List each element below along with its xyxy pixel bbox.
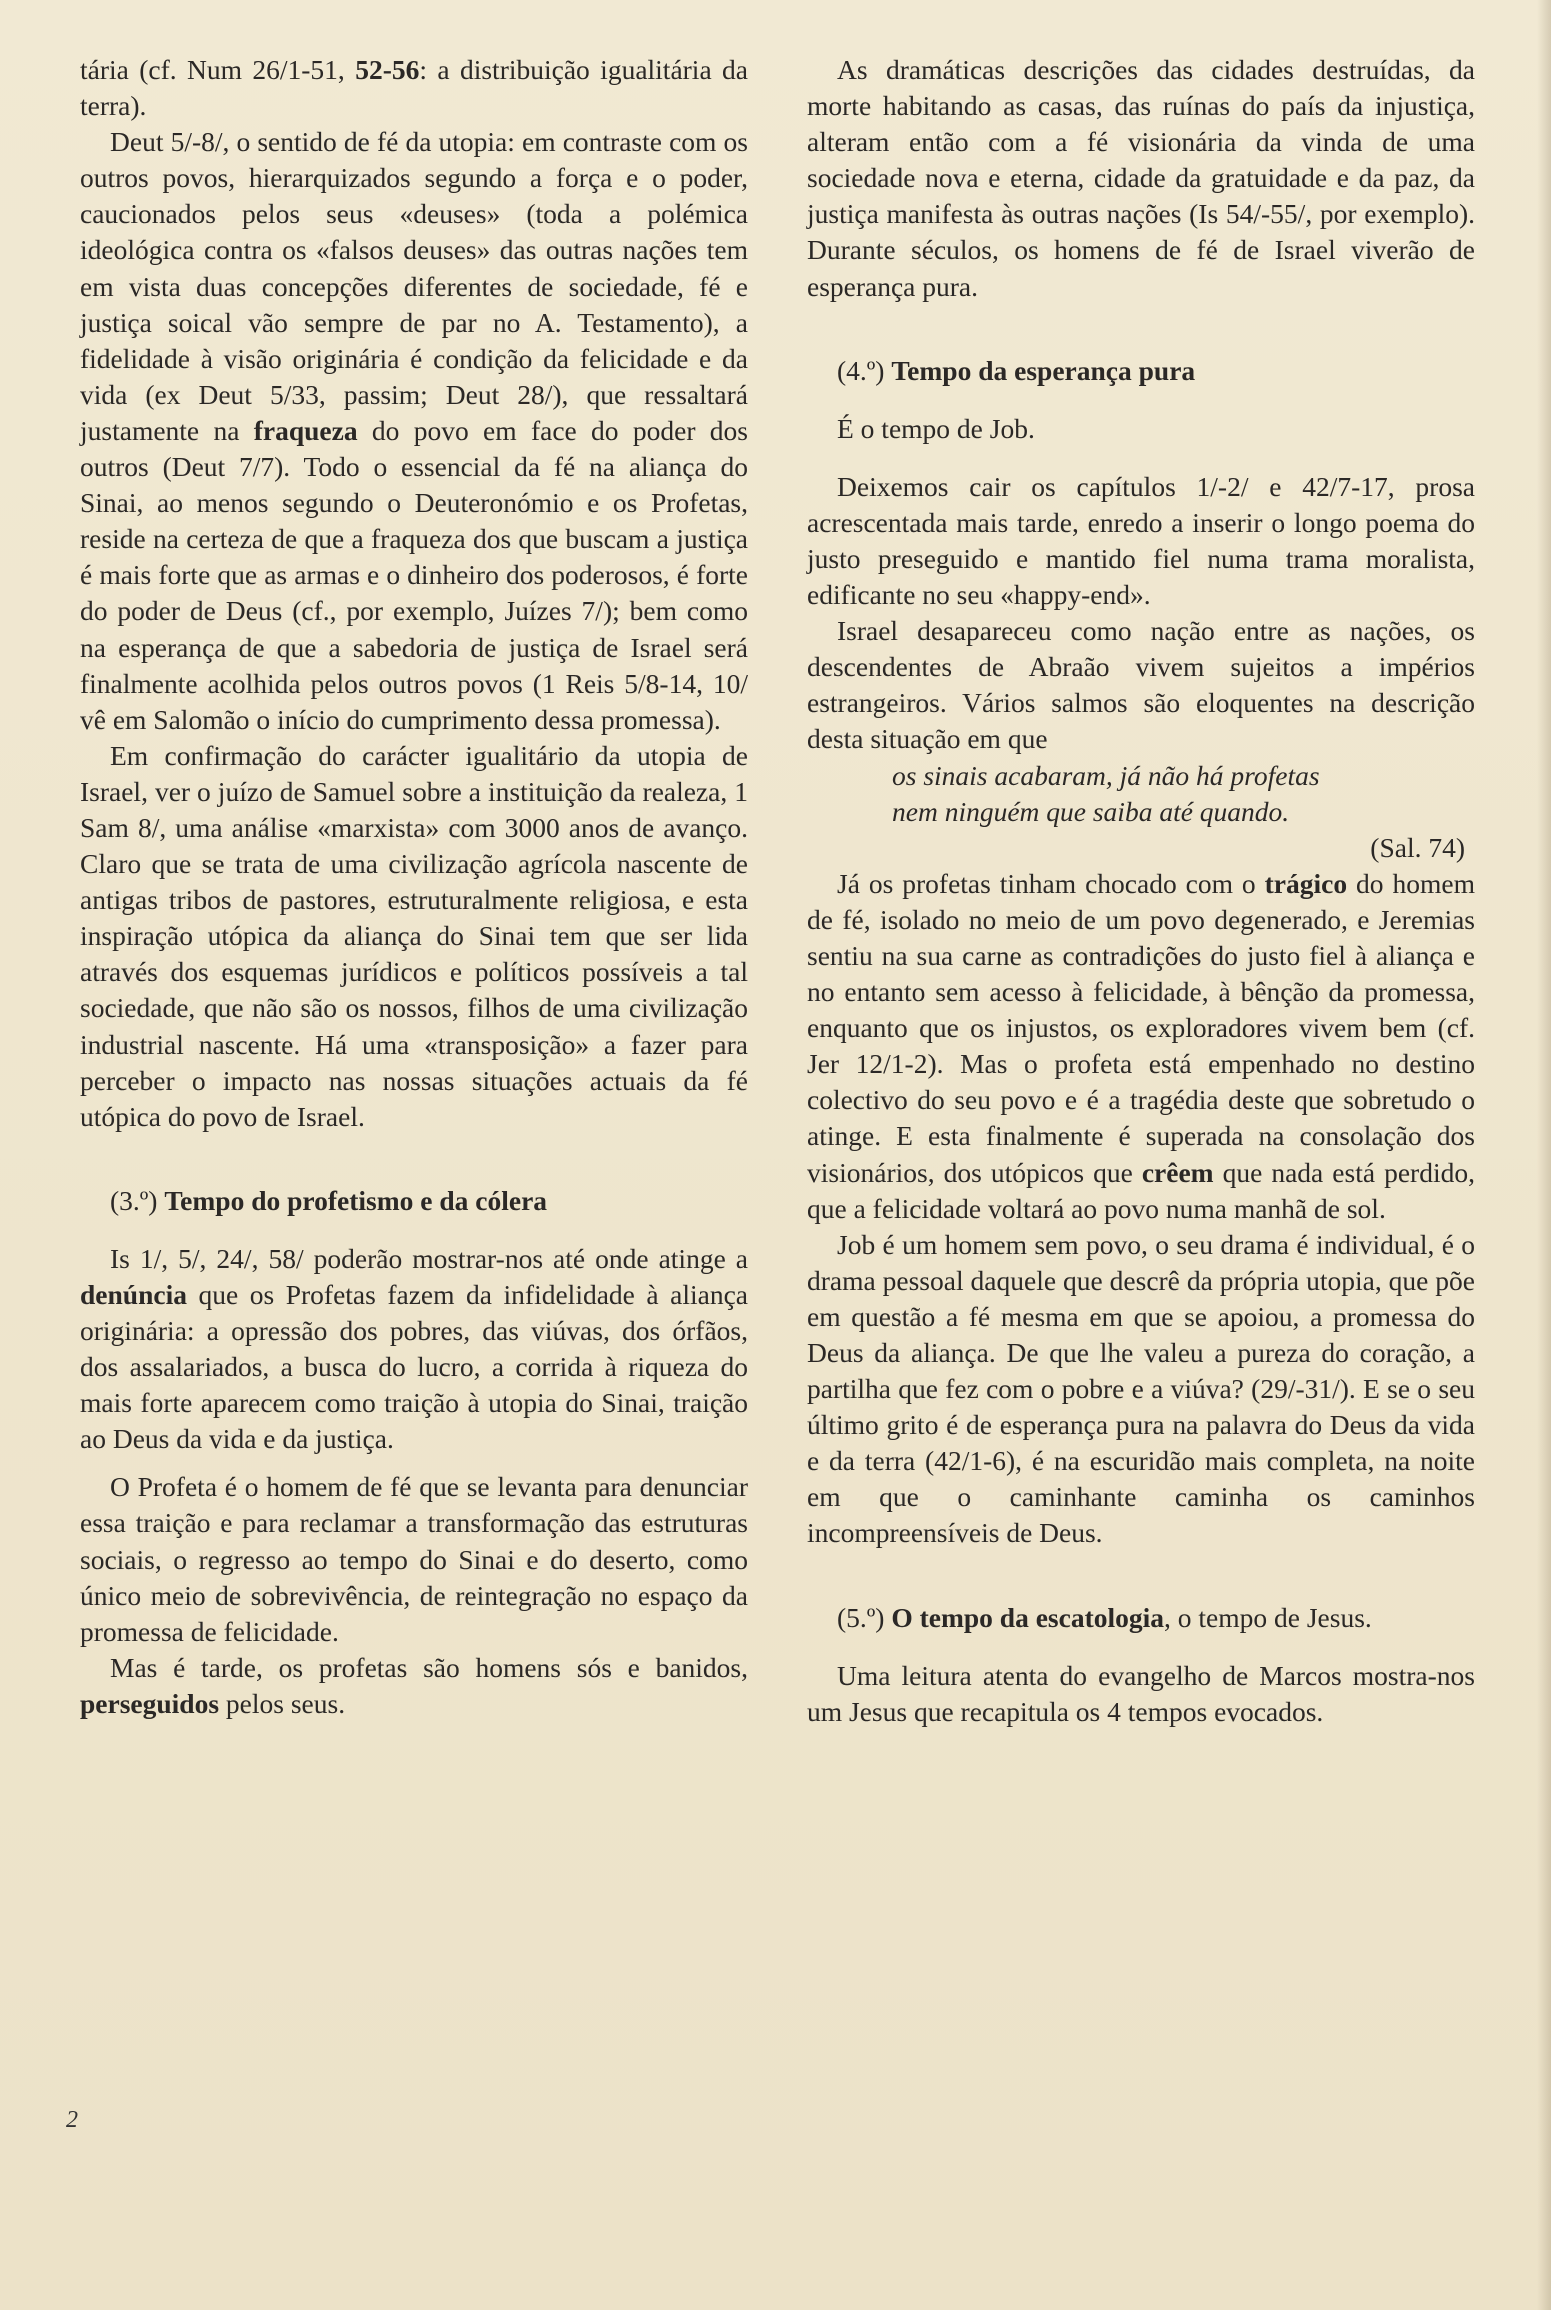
poem-line: nem ninguém que saiba até quando. — [892, 795, 1290, 827]
poem-source: (Sal. 74) — [1370, 831, 1465, 863]
section-heading-5: (5.º) O tempo da escatologia, o tempo de Jesus. — [837, 1601, 1372, 1633]
paragraph-prophets-tragic: Já os profetas tinham chocado com o trágico do homem de fé, isolado no meio de um povo degenerado, e Jeremias sentiu na sua carne as contradições do justo fiel à aliança e no entanto sem acesso à felicidade, à bênção da promessa, enquanto que os injustos, os exploradores vivem bem (cf. Jer 12/1-2). Mas o profeta está empenhado no destino colectivo do seu povo e é a tragédia deste que sobretudo o atinge. E esta finalmente é superada na consolação dos visionários, dos utópicos que crêem que nada está perdido, que a felicidade voltará ao povo numa manhã de sol. — [807, 867, 1475, 1224]
poem-line: os sinais acabaram, já não há profetas — [892, 759, 1320, 791]
paragraph-isaiah: Is 1/, 5/, 24/, 58/ poderão mostrar-nos até onde atinge a denúncia que os Profetas fazem da infidelidade à aliança originária: a opressão dos pobres, das viúvas, dos órfãos, dos assalariados, a busca do lucro, a corrida à riqueza do mais forte aparecem como traição à utopia do Sinai, traição ao Deus da vida e da justiça. — [80, 1242, 748, 1455]
section-heading-3: (3.º) Tempo do profetismo e da cólera — [110, 1184, 548, 1216]
paragraph-job-time: É o tempo de Job. — [837, 412, 1035, 444]
paragraph-prophet: O Profeta é o homem de fé que se levanta para denunciar essa traição e para reclamar a transformação das estruturas sociais, o regresso ao tempo do Sinai e do deserto, como único meio de sobrevivência, de reintegração no espaço da promessa de felicidade. — [80, 1471, 748, 1647]
paragraph-dramatic: As dramáticas descrições das cidades destruídas, da morte habitando as casas, das ruínas do país da injustiça, alteram então com a fé visionária da vinda de uma sociedade nova e eterna, cidade da gratuidade e da paz, da justiça manifesta às outras nações (Is 54/-55/, por exemplo). Durante séculos, os homens de fé de Israel viverão de esperança pura. — [807, 54, 1475, 302]
paragraph-confirmation: Em confirmação do carácter igualitário da utopia de Israel, ver o juízo de Samuel sobre a instituição da realeza, 1 Sam 8/, uma análise «marxista» com 3000 anos de avanço. Claro que se trata de uma civilização agrícola nascente de antigas tribos de pastores, estruturalmente religiosa, e esta inspiração utópica da aliança do Sinai tem que ser lida através dos esquemas jurídicos e políticos possíveis a tal sociedade, que não são os nossos, filhos de uma civilização industrial nascente. Há uma «transposição» a fazer para perceber o impacto nas nossas situações actuais da fé utópica do povo de Israel. — [80, 739, 748, 1132]
right-column — [807, 52, 1475, 1730]
paragraph-israel: Israel desapareceu como nação entre as nações, os descendentes de Abraão vivem sujeitos a impérios estrangeiros. Vários salmos são eloquentes na descrição desta situação em que — [807, 615, 1475, 755]
paragraph-job-man: Job é um homem sem povo, o seu drama é individual, é o drama pessoal daquele que descrê da própria utopia, que põe em questão a fé mesma em que se apoiou, a promessa do Deus da aliança. De que lhe valeu a pureza do coração, a partilha que fez com o pobre e a viúva? (29/-31/). E se o seu último grito é de esperança pura na palavra do Deus da vida e da terra (42/1-6), é na escuridão mais completa, na noite em que o caminhante caminha os caminhos incompreensíveis de Deus. — [807, 1228, 1475, 1549]
paragraph-chapters: Deixemos cair os capítulos 1/-2/ e 42/7-17, prosa acrescentada mais tarde, enredo a inserir o longo poema do justo preseguido e mantido fiel numa trama moralista, edificante no seu «happy-end». — [807, 470, 1475, 611]
paragraph-mark: Uma leitura atenta do evangelho de Marcos mostra-nos um Jesus que recapitula os 4 tempos evocados. — [807, 1659, 1475, 1727]
page-number: 2 — [66, 2107, 78, 2133]
left-column — [80, 52, 748, 1722]
paragraph-deut: Deut 5/-8/, o sentido de fé da utopia: em contraste com os outros povos, hierarquizados segundo a força e o poder, caucionados pelos seus «deuses» (toda a polémica ideológica contra os «falsos deuses» das outras nações tem em vista duas concepções diferentes de sociedade, fé e justiça soical vão sempre de par no A. Testamento), a fidelidade à visão originária é condição da felicidade e da vida (ex Deut 5/33, passim; Deut 28/), que ressaltará justamente na fraqueza do povo em face do poder dos outros (Deut 7/7). Todo o essencial da fé na aliança do Sinai, ao menos segundo o Deuteronómio e os Profetas, reside na certeza de que a fraqueza dos que buscam a justiça é mais forte que as armas e o dinheiro dos poderosos, é forte do poder de Deus (cf., por exemplo, Juízes 7/); bem como na esperança de que a sabedoria de justiça de Israel será finalmente acolhida pelos outros povos (1 Reis 5/8-14, 10/ vê em Salomão o início do cumprimento dessa promessa). — [80, 126, 748, 735]
paragraph-continuation: tária (cf. Num 26/1-51, 52-56: a distribuição igualitária da terra). — [80, 54, 748, 122]
paragraph-late: Mas é tarde, os profetas são homens sós e banidos, perseguidos pelos seus. — [80, 1651, 748, 1719]
section-heading-4: (4.º) Tempo da esperança pura — [837, 354, 1196, 386]
page-edge-shadow — [1537, 0, 1551, 2310]
